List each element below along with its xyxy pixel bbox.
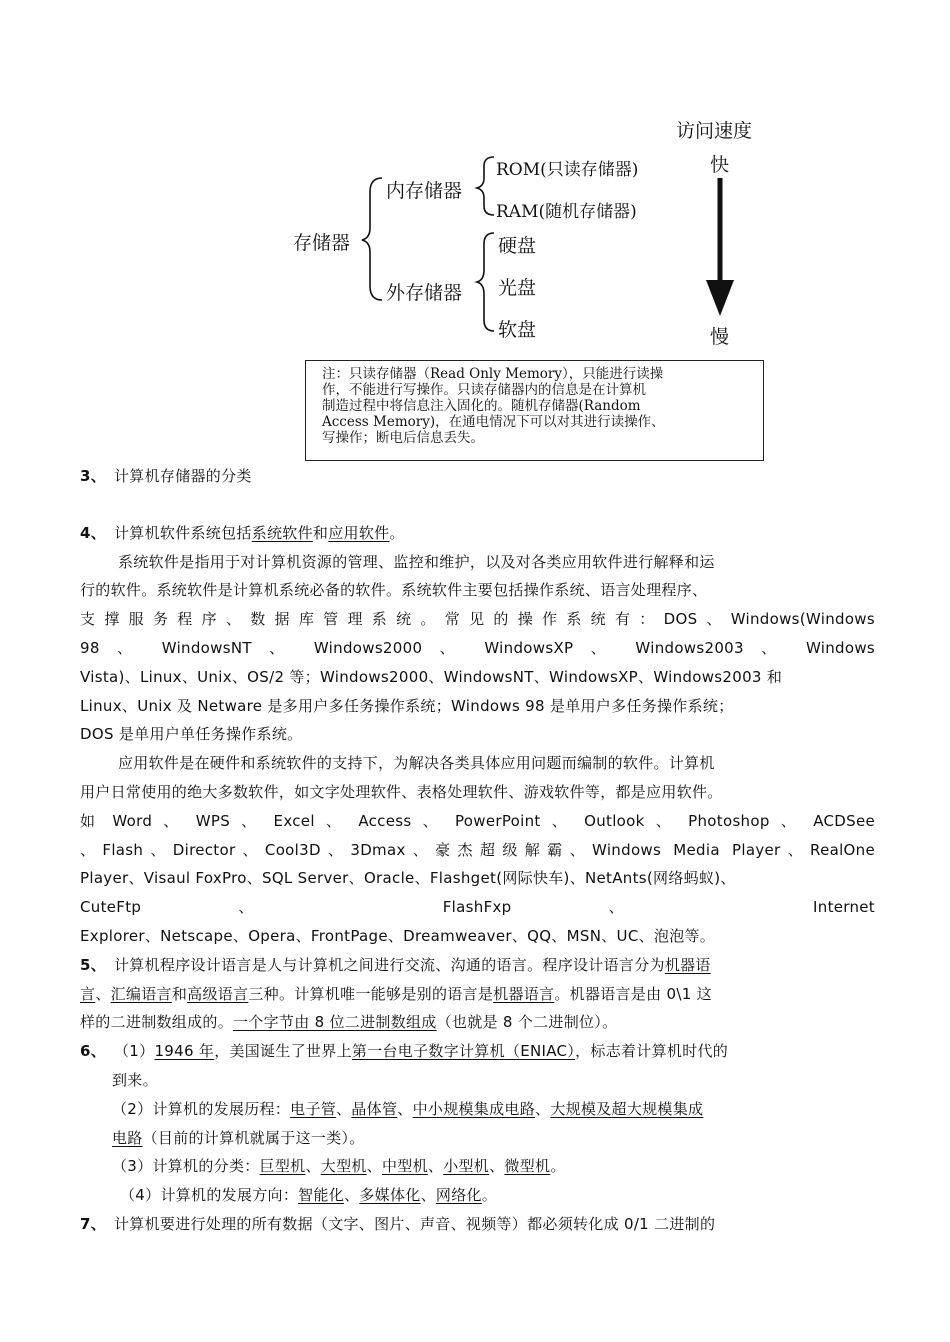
paragraph-line: 支撑服务程序、数据库管理系统。常见的操作系统有：DOS、Windows(Windows	[80, 610, 875, 629]
section-5-line-1	[80, 951, 875, 980]
underlined-term: 巨型机	[259, 1157, 306, 1176]
text-span: 、	[427, 1157, 444, 1176]
text-span: 计算机程序设计语言是人与计算机之间进行交流、沟通的语言。程序设计语言分为	[114, 955, 665, 974]
underlined-term: 大型机	[320, 1157, 367, 1176]
text-span: 计算机软件系统包括	[114, 523, 252, 542]
paragraph-line: Explorer、Netscape、Opera、FrontPage、Dreamweaver、QQ、MSN、UC、泡泡等。	[80, 926, 716, 945]
text-span: 、	[420, 1186, 436, 1205]
section-6-line-2: 到来。	[112, 1070, 158, 1089]
document-body	[80, 462, 875, 1239]
note-line: 写操作；断电后信息丢失。	[322, 430, 484, 446]
text-span: 和	[312, 523, 329, 542]
text-span: 、	[305, 1157, 321, 1176]
underlined-term: 一个字节由 8 位二进制数组成	[233, 1013, 437, 1032]
paragraph-line: 、Flash、Director、Cool3D、3Dmax、豪杰超级解霸、Windows Media Player、RealOne	[80, 840, 875, 859]
section-3-text: 计算机存储器的分类	[114, 467, 252, 485]
text-span: ，标志着计算机时代的	[575, 1042, 729, 1061]
text-span: （3）计算机的分类：	[112, 1157, 260, 1176]
underlined-term: 大规模及超大规模集成	[550, 1099, 704, 1118]
text-span: （2）计算机的发展历程：	[112, 1099, 291, 1118]
text-span: 计算机要进行处理的所有数据（文字、图片、声音、视频等）都必须转化成 0/1 二进制的	[114, 1214, 716, 1233]
underlined-term: 高级语言	[187, 984, 249, 1003]
slow-label: 慢	[710, 326, 730, 348]
section-6-line-4	[80, 1124, 875, 1153]
paragraph-line: 行的软件。系统软件是计算机系统必备的软件。系统软件主要包括操作系统、语言处理程序、	[80, 581, 708, 600]
underlined-term: 微型机	[504, 1157, 551, 1176]
section-5-line-2	[80, 980, 875, 1009]
text-span: （4）计算机的发展方向：	[120, 1186, 299, 1205]
inner-brace	[477, 157, 494, 215]
text-span: （目前的计算机就属于这一类）。	[142, 1128, 365, 1147]
underlined-term: 第一台电子数字计算机（ENIAC）	[351, 1042, 576, 1061]
underlined-term: 晶体管	[351, 1099, 398, 1118]
underlined-term: 言	[80, 984, 96, 1003]
text-span: 、	[535, 1099, 551, 1118]
note-line: 作，不能进行写操作。只读存储器内的信息是在计算机	[322, 382, 646, 398]
underlined-term: 1946 年	[154, 1042, 215, 1061]
text-span: ，美国诞生了世界上	[214, 1042, 352, 1061]
hard-disk-label: 硬盘	[498, 235, 537, 257]
underlined-term: 网络化	[435, 1186, 482, 1205]
text-span: 、	[397, 1099, 413, 1118]
section-number: 3、	[80, 467, 107, 485]
paragraph-line: Linux、Unix 及 Netware 是多用户多任务操作系统；Windows 98 是单用户多任务操作系统；	[80, 696, 734, 715]
text-span: 。	[550, 1157, 566, 1176]
text-span: 。	[481, 1186, 498, 1205]
underlined-term: 电子管	[290, 1099, 337, 1118]
underlined-term: 机器语言	[493, 984, 555, 1003]
note-line: 制造过程中将信息注入固化的。随机存储器(Random	[322, 398, 641, 414]
text-span: 。机器语言是由 0\1 这	[554, 984, 712, 1003]
paragraph-line: 应用软件是在硬件和系统软件的支持下，为解决各类具体应用问题而编制的软件。计算机	[118, 754, 715, 773]
section-3-heading	[80, 462, 875, 491]
section-number: 6、	[80, 1042, 107, 1061]
text-span: 。	[389, 523, 405, 542]
text-span: 、	[489, 1157, 505, 1176]
section-6-line-5	[80, 1152, 875, 1181]
root-brace	[362, 178, 382, 300]
text-span: 、	[336, 1099, 352, 1118]
note-box	[305, 360, 764, 461]
underlined-term: 电路	[112, 1128, 143, 1147]
speed-arrow-head	[706, 280, 734, 316]
note-line: Access Memory)，在通电情况下可以对其进行读操作、	[322, 414, 665, 430]
text-span: 和	[171, 984, 188, 1003]
text-span: （也就是 8 个二进制位）。	[436, 1013, 618, 1032]
paragraph-line: Player、Visaul FoxPro、SQL Server、Oracle、Flashget(网际快车)、NetAnts(网络蚂蚁)、	[80, 869, 736, 888]
underlined-term: 小型机	[443, 1157, 490, 1176]
underlined-term: 中型机	[381, 1157, 428, 1176]
paragraph-line: DOS 是单用户单任务操作系统。	[80, 725, 303, 744]
outer-storage-label: 外存储器	[386, 282, 463, 304]
text-span: 、	[366, 1157, 382, 1176]
outer-brace	[477, 233, 494, 331]
paragraph-line: 用户日常使用的绝大多数软件，如文字处理软件、表格处理软件、游戏软件等，都是应用软件。	[80, 782, 723, 801]
underlined-term: 机器语	[664, 955, 711, 974]
underlined-term: 汇编语言	[110, 984, 172, 1003]
section-6-line-6	[80, 1181, 875, 1210]
section-6-line-3	[80, 1095, 875, 1124]
fast-label: 快	[710, 154, 730, 176]
underlined-term: 智能化	[298, 1186, 345, 1205]
paragraph-line: 如 Word 、 WPS 、 Excel 、 Access 、 PowerPoint 、 Outlook 、 Photoshop 、 ACDSee	[80, 811, 875, 830]
underlined-term: 应用软件	[328, 523, 390, 542]
text-span: 样的二进制数组成的。	[80, 1013, 234, 1032]
text-span: 三种。计算机唯一能够是别的语言是	[248, 984, 494, 1003]
text-span: 、	[95, 984, 111, 1003]
section-5-line-3	[80, 1008, 875, 1037]
underlined-term: 系统软件	[251, 523, 313, 542]
speed-title: 访问速度	[676, 120, 753, 142]
rom-label: ROM(只读存储器)	[496, 160, 639, 180]
optical-disk-label: 光盘	[498, 277, 537, 299]
note-line: 注：只读存储器（Read Only Memory），只能进行读操	[322, 366, 664, 382]
paragraph-line: 98 、 WindowsNT 、 Windows2000 、 WindowsXP 、 Windows2003 、 Windows	[80, 638, 875, 657]
section-6-line-1	[80, 1037, 875, 1066]
ram-label: RAM(随机存储器)	[496, 202, 637, 222]
floppy-disk-label: 软盘	[498, 319, 537, 341]
paragraph-line: 系统软件是指用于对计算机资源的管理、监控和维护，以及对各类应用软件进行解释和运	[118, 552, 715, 571]
paragraph-line: Vista)、Linux、Unix、OS/2 等；Windows2000、WindowsNT、WindowsXP、Windows2003 和	[80, 667, 783, 686]
section-4-heading	[80, 519, 875, 548]
root-label: 存储器	[293, 232, 351, 254]
underlined-term: 中小规模集成电路	[412, 1099, 535, 1118]
paragraph-line: CuteFtp 、 FlashFxp 、 Internet	[80, 898, 875, 917]
section-number: 7、	[80, 1214, 107, 1233]
section-7-line-1	[80, 1210, 875, 1239]
section-number: 4、	[80, 523, 107, 542]
underlined-term: 多媒体化	[359, 1186, 421, 1205]
text-span: 、	[344, 1186, 360, 1205]
inner-storage-label: 内存储器	[386, 180, 463, 202]
text-span: （1）	[114, 1042, 155, 1061]
section-number: 5、	[80, 955, 107, 974]
